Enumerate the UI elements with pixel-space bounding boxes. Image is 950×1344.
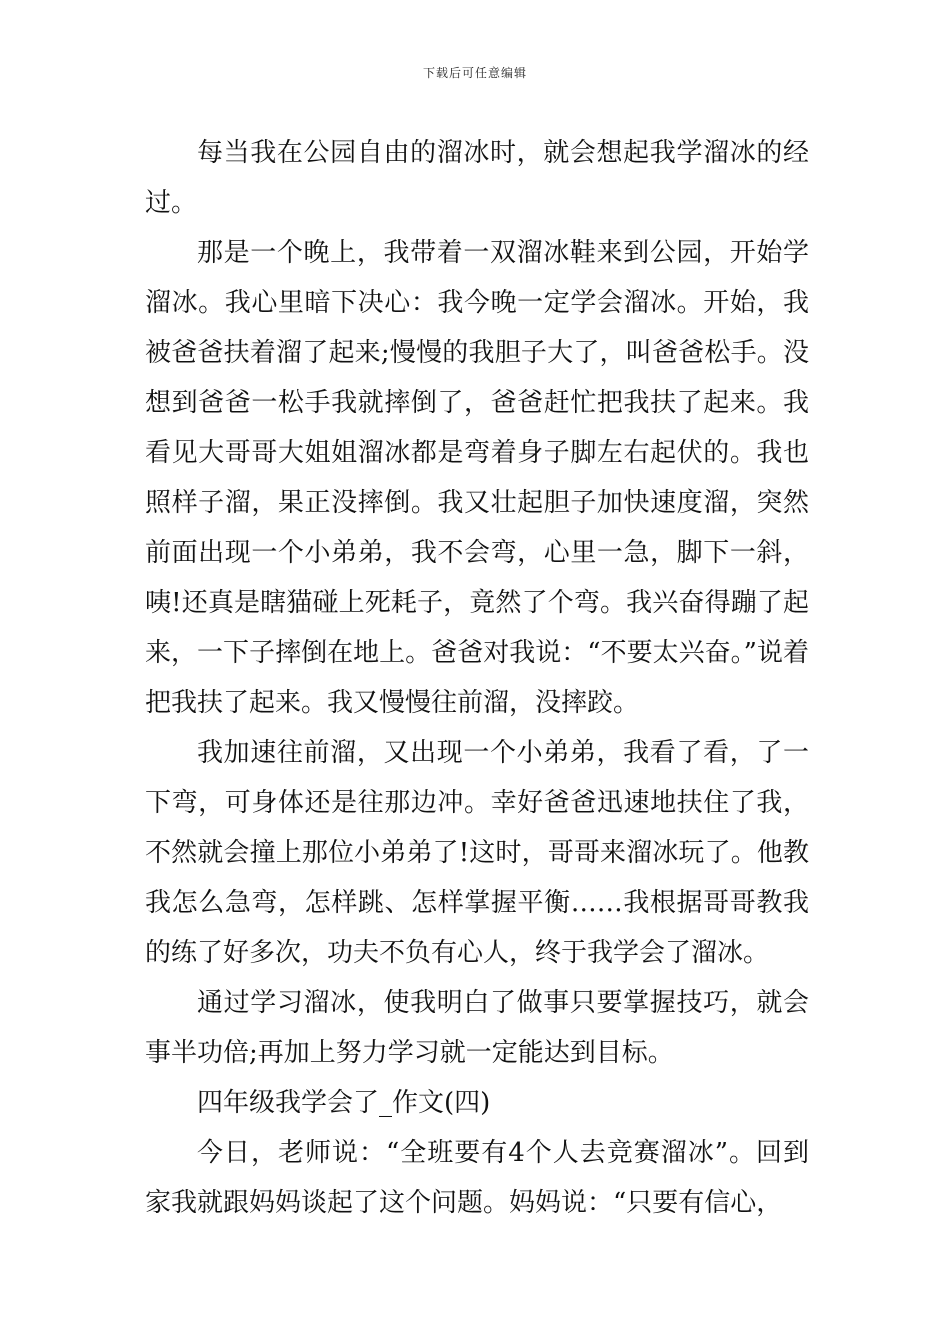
paragraph-5: 今日，老师说：“全班要有4个人去竞赛溜冰”。回到家我就跟妈妈谈起了这个问题。妈妈说：“只要有信心， [145, 1138, 809, 1218]
paragraph-1: 每当我在公园自由的溜冰时，就会想起我学溜冰的经过。 [145, 138, 809, 218]
document-body [145, 128, 809, 1228]
paragraph-3: 我加速往前溜，又出现一个小弟弟，我看了看，了一下弯，可身体还是往那边冲。幸好爸爸迅速地扶住了我，不然就会撞上那位小弟弟了!这时，哥哥来溜冰玩了。他教我怎么急弯，怎样跳、怎样掌握平衡……我根据哥哥教我的练了好多次，功夫不负有心人，终于我学会了溜冰。 [145, 738, 809, 968]
page-header: 下载后可任意编辑 [422, 66, 527, 80]
paragraph-4: 通过学习溜冰，使我明白了做事只要掌握技巧，就会事半功倍;再加上努力学习就一定能达到目标。 [145, 988, 809, 1068]
paragraph-2: 那是一个晚上，我带着一双溜冰鞋来到公园，开始学溜冰。我心里暗下决心：我今晚一定学会溜冰。开始，我被爸爸扶着溜了起来;慢慢的我胆子大了，叫爸爸松手。没想到爸爸一松手我就摔倒了，爸爸赶忙把我扶了起来。我看见大哥哥大姐姐溜冰都是弯着身子脚左右起伏的。我也照样子溜，果正没摔倒。我又壮起胆子加快速度溜，突然前面出现一个小弟弟，我不会弯，心里一急，脚下一斜，咦!还真是瞎猫碰上死耗子，竟然了个弯。我兴奋得蹦了起来，一下子摔倒在地上。爸爸对我说：“不要太兴奋。”说着把我扶了起来。我又慢慢往前溜，没摔跤。 [145, 238, 809, 718]
section-heading: 四年级我学会了_作文(四) [197, 1088, 491, 1118]
